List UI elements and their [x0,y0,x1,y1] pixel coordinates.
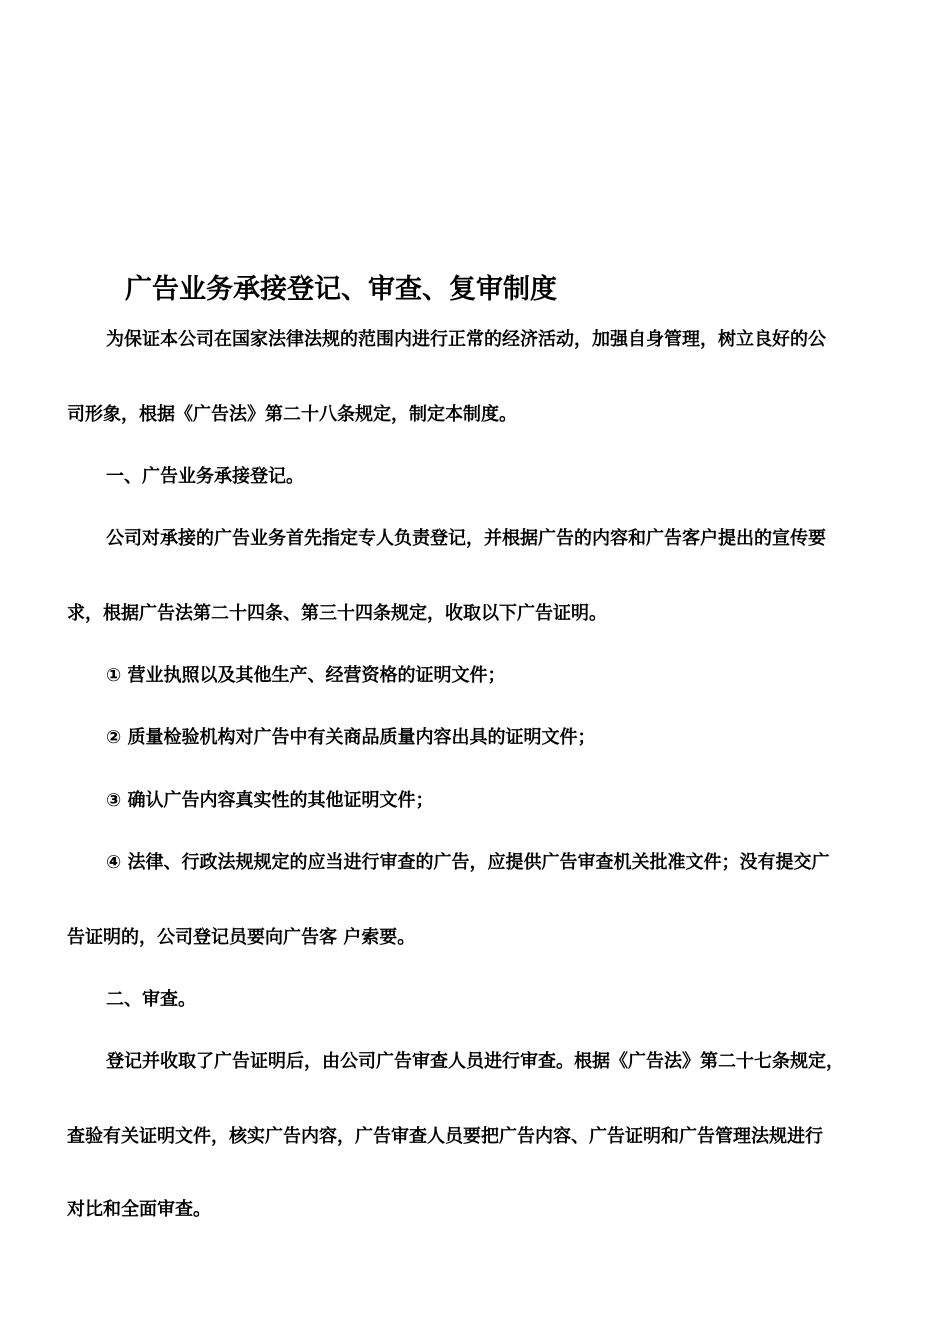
section-2-para-line-3: 对比和全面审查。 [67,1199,211,1220]
section-1-heading: 一、广告业务承接登记。 [106,466,304,487]
list-item: ② 质量检验机构对广告中有关商品质量内容出具的证明文件； [106,727,596,748]
section-1-para-line-2: 求，根据广告法第二十四条、第三十四条规定，收取以下广告证明。 [67,603,607,624]
section-2-para-line-1: 登记并收取了广告证明后，由公司广告审查人员进行审查。根据《广告法》第二十七条规定， [106,1051,844,1072]
list-item-4-line-1: ④ 法律、行政法规规定的应当进行审查的广告，应提供广告审查机关批准文件；没有提交广 [106,852,830,873]
section-1-para-line-1: 公司对承接的广告业务首先指定专人负责登记，并根据广告的内容和广告客户提出的宣传要 [106,528,826,549]
list-item-4-line-2: 告证明的，公司登记员要向广告客 户索要。 [67,927,416,948]
section-2-heading: 二、审查。 [106,989,196,1010]
list-item: ③ 确认广告内容真实性的其他证明文件； [106,790,434,811]
document-title: 广告业务承接登记、审查、复审制度 [125,274,557,305]
intro-line-1: 为保证本公司在国家法律法规的范围内进行正常的经济活动，加强自身管理，树立良好的公 [106,329,826,350]
list-item: ① 营业执照以及其他生产、经营资格的证明文件； [106,665,506,686]
section-2-para-line-2: 查验有关证明文件，核实广告内容，广告审查人员要把广告内容、广告证明和广告管理法规进行 [67,1126,823,1147]
intro-line-2: 司形象，根据《广告法》第二十八条规定，制定本制度。 [67,404,517,425]
